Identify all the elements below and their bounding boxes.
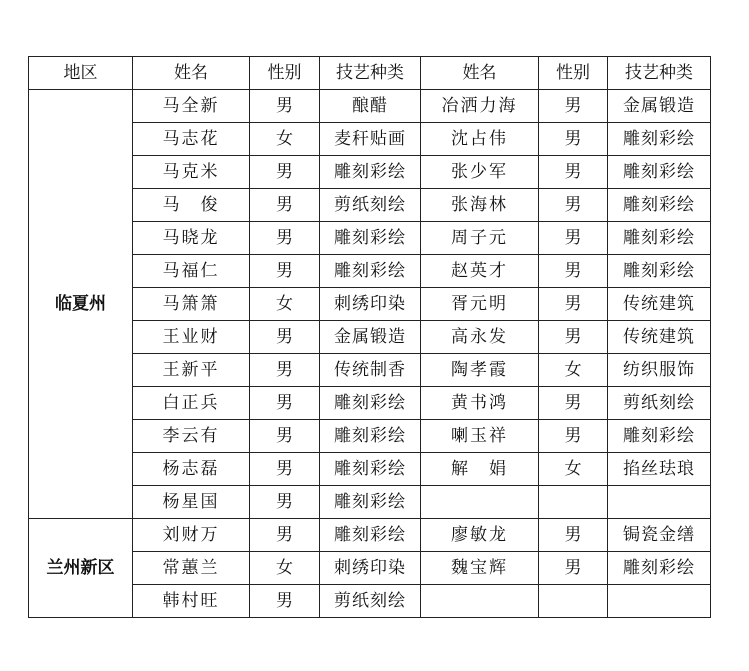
artisan-craft-2: 传统建筑 bbox=[608, 321, 711, 354]
artisan-craft-2: 雕刻彩绘 bbox=[608, 420, 711, 453]
artisan-name: 常蕙兰 bbox=[133, 552, 250, 585]
artisan-sex: 男 bbox=[250, 90, 320, 123]
header-row bbox=[29, 57, 711, 90]
region-cell: 临夏州 bbox=[29, 90, 133, 519]
artisan-sex-2: 女 bbox=[539, 354, 608, 387]
artisan-craft: 雕刻彩绘 bbox=[320, 519, 421, 552]
artisan-sex: 女 bbox=[250, 552, 320, 585]
artisan-sex: 男 bbox=[250, 354, 320, 387]
artisan-craft-2: 金属锻造 bbox=[608, 90, 711, 123]
artisan-sex-2: 男 bbox=[539, 552, 608, 585]
artisan-name-2: 沈占伟 bbox=[421, 123, 539, 156]
artisan-name-2: 黄书鸿 bbox=[421, 387, 539, 420]
artisan-craft: 麦秆贴画 bbox=[320, 123, 421, 156]
artisan-name: 马 俊 bbox=[133, 189, 250, 222]
artisan-sex: 男 bbox=[250, 519, 320, 552]
artisan-name-2: 高永发 bbox=[421, 321, 539, 354]
artisan-name: 白正兵 bbox=[133, 387, 250, 420]
artisan-name: 王业财 bbox=[133, 321, 250, 354]
artisan-sex-2: 女 bbox=[539, 453, 608, 486]
artisan-name-2 bbox=[421, 585, 539, 618]
artisan-name-2: 胥元明 bbox=[421, 288, 539, 321]
artisan-craft: 刺绣印染 bbox=[320, 288, 421, 321]
artisan-name-2: 解 娟 bbox=[421, 453, 539, 486]
header-craft-2: 技艺种类 bbox=[608, 57, 711, 90]
artisan-sex-2: 男 bbox=[539, 156, 608, 189]
header-sex-2: 性别 bbox=[539, 57, 608, 90]
artisan-craft-2: 掐丝珐琅 bbox=[608, 453, 711, 486]
artisan-sex-2: 男 bbox=[539, 222, 608, 255]
artisan-craft-2: 雕刻彩绘 bbox=[608, 189, 711, 222]
artisan-name-2: 张海林 bbox=[421, 189, 539, 222]
artisan-craft-2: 雕刻彩绘 bbox=[608, 552, 711, 585]
artisan-name: 杨星国 bbox=[133, 486, 250, 519]
artisan-name-2: 张少军 bbox=[421, 156, 539, 189]
artisan-craft: 雕刻彩绘 bbox=[320, 255, 421, 288]
region-cell: 兰州新区 bbox=[29, 519, 133, 618]
artisan-craft: 剪纸刻绘 bbox=[320, 585, 421, 618]
artisan-sex: 男 bbox=[250, 387, 320, 420]
artisan-name: 李云有 bbox=[133, 420, 250, 453]
artisan-craft-2: 传统建筑 bbox=[608, 288, 711, 321]
artisan-craft-2: 雕刻彩绘 bbox=[608, 123, 711, 156]
artisan-craft: 雕刻彩绘 bbox=[320, 486, 421, 519]
artisan-name-2: 周子元 bbox=[421, 222, 539, 255]
artisan-sex-2: 男 bbox=[539, 90, 608, 123]
artisan-craft-2: 雕刻彩绘 bbox=[608, 156, 711, 189]
artisan-name: 马克米 bbox=[133, 156, 250, 189]
artisan-sex: 男 bbox=[250, 222, 320, 255]
artisan-craft: 雕刻彩绘 bbox=[320, 222, 421, 255]
artisan-sex-2: 男 bbox=[539, 387, 608, 420]
artisan-sex-2: 男 bbox=[539, 123, 608, 156]
artisan-name: 马志花 bbox=[133, 123, 250, 156]
artisan-craft: 金属锻造 bbox=[320, 321, 421, 354]
header-region: 地区 bbox=[29, 57, 133, 90]
artisan-sex: 男 bbox=[250, 453, 320, 486]
artisan-craft: 酿醋 bbox=[320, 90, 421, 123]
artisan-craft: 雕刻彩绘 bbox=[320, 420, 421, 453]
artisan-name-2: 喇玉祥 bbox=[421, 420, 539, 453]
artisan-sex: 男 bbox=[250, 156, 320, 189]
artisan-sex: 男 bbox=[250, 321, 320, 354]
artisan-craft-2: 雕刻彩绘 bbox=[608, 222, 711, 255]
artisan-sex-2: 男 bbox=[539, 321, 608, 354]
artisan-name: 马晓龙 bbox=[133, 222, 250, 255]
header-name-2: 姓名 bbox=[421, 57, 539, 90]
artisan-sex: 女 bbox=[250, 123, 320, 156]
artisan-name: 韩村旺 bbox=[133, 585, 250, 618]
header-name: 姓名 bbox=[133, 57, 250, 90]
artisan-craft-2: 雕刻彩绘 bbox=[608, 255, 711, 288]
artisan-name-2: 廖敏龙 bbox=[421, 519, 539, 552]
artisan-name: 杨志磊 bbox=[133, 453, 250, 486]
artisan-craft-2: 剪纸刻绘 bbox=[608, 387, 711, 420]
artisan-sex: 女 bbox=[250, 288, 320, 321]
artisan-name: 刘财万 bbox=[133, 519, 250, 552]
artisan-sex-2 bbox=[539, 486, 608, 519]
header-sex: 性别 bbox=[250, 57, 320, 90]
artisan-roster-table bbox=[28, 56, 711, 618]
artisan-name-2: 赵英才 bbox=[421, 255, 539, 288]
artisan-sex: 男 bbox=[250, 420, 320, 453]
artisan-name-2 bbox=[421, 486, 539, 519]
artisan-craft: 雕刻彩绘 bbox=[320, 156, 421, 189]
artisan-sex: 男 bbox=[250, 585, 320, 618]
artisan-craft: 传统制香 bbox=[320, 354, 421, 387]
artisan-sex-2 bbox=[539, 585, 608, 618]
artisan-name: 马箫箫 bbox=[133, 288, 250, 321]
artisan-sex: 男 bbox=[250, 486, 320, 519]
artisan-sex-2: 男 bbox=[539, 255, 608, 288]
artisan-craft: 雕刻彩绘 bbox=[320, 387, 421, 420]
artisan-craft-2: 锔瓷金缮 bbox=[608, 519, 711, 552]
artisan-sex-2: 男 bbox=[539, 519, 608, 552]
table-row bbox=[29, 519, 711, 552]
artisan-craft: 剪纸刻绘 bbox=[320, 189, 421, 222]
artisan-name: 马福仁 bbox=[133, 255, 250, 288]
artisan-craft-2: 纺织服饰 bbox=[608, 354, 711, 387]
artisan-craft-2 bbox=[608, 585, 711, 618]
artisan-sex-2: 男 bbox=[539, 189, 608, 222]
table-header bbox=[29, 57, 711, 90]
artisan-sex-2: 男 bbox=[539, 420, 608, 453]
artisan-craft: 刺绣印染 bbox=[320, 552, 421, 585]
table-body bbox=[29, 90, 711, 618]
artisan-sex: 男 bbox=[250, 255, 320, 288]
artisan-sex-2: 男 bbox=[539, 288, 608, 321]
artisan-name: 马全新 bbox=[133, 90, 250, 123]
artisan-name: 王新平 bbox=[133, 354, 250, 387]
artisan-craft: 雕刻彩绘 bbox=[320, 453, 421, 486]
artisan-name-2: 冶洒力海 bbox=[421, 90, 539, 123]
header-craft: 技艺种类 bbox=[320, 57, 421, 90]
artisan-name-2: 魏宝辉 bbox=[421, 552, 539, 585]
artisan-craft-2 bbox=[608, 486, 711, 519]
artisan-name-2: 陶孝霞 bbox=[421, 354, 539, 387]
artisan-sex: 男 bbox=[250, 189, 320, 222]
table-row bbox=[29, 90, 711, 123]
